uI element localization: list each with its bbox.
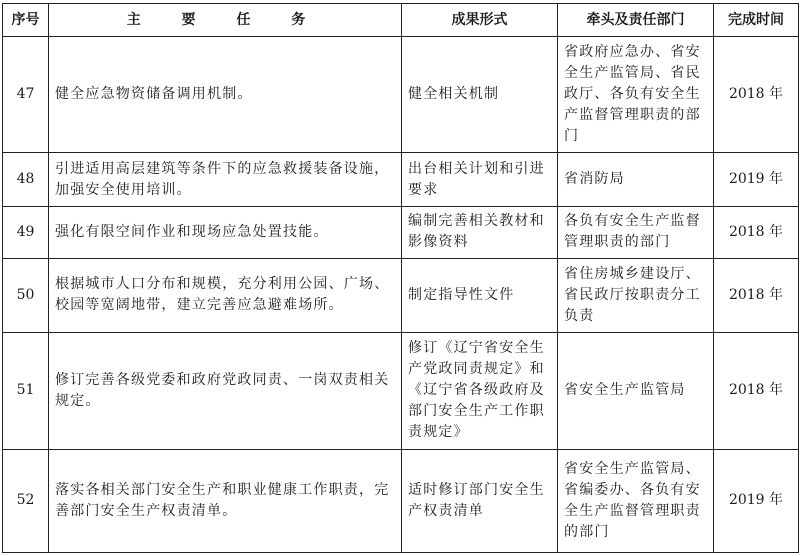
row-dept: 省住房城乡建设厅、省民政厅按职责分工负责 — [558, 258, 714, 332]
row-form: 健全相关机制 — [402, 37, 558, 153]
row-form: 修订《辽宁省安全生产党政同责规定》和《辽宁省各级政府及部门安全生产工作职责规定》 — [402, 333, 558, 449]
row-num: 49 — [3, 206, 49, 258]
row-form: 适时修订部门安全生产权责清单 — [402, 449, 558, 552]
row-num: 51 — [3, 333, 49, 449]
row-dept: 省安全生产监管局、省编委办、各负有安全生产监督管理职责的部门 — [558, 449, 714, 552]
row-dept: 省政府应急办、省安全生产监管局、省民政厅、各负有安全生产监督管理职责的部门 — [558, 37, 714, 153]
row-dept: 省消防局 — [558, 153, 714, 206]
row-time: 2018 年 — [714, 258, 799, 332]
table-row — [3, 258, 799, 332]
header-time: 完成时间 — [714, 4, 799, 37]
row-task: 修订完善各级党委和政府党政同责、一岗双责相关规定。 — [49, 333, 402, 449]
header-dept: 牵头及责任部门 — [558, 4, 714, 37]
row-num: 48 — [3, 153, 49, 206]
table-row — [3, 206, 799, 258]
header-task: 主 要 任 务 — [49, 4, 402, 37]
row-task: 健全应急物资储备调用机制。 — [49, 37, 402, 153]
row-time: 2018 年 — [714, 333, 799, 449]
row-time: 2018 年 — [714, 206, 799, 258]
header-row — [3, 4, 799, 37]
row-num: 52 — [3, 449, 49, 552]
row-form: 编制完善相关教材和影像资料 — [402, 206, 558, 258]
row-form: 制定指导性文件 — [402, 258, 558, 332]
row-dept: 省安全生产监管局 — [558, 333, 714, 449]
header-num: 序号 — [3, 4, 49, 37]
row-time: 2019 年 — [714, 449, 799, 552]
row-num: 50 — [3, 258, 49, 332]
row-form: 出台相关计划和引进要求 — [402, 153, 558, 206]
table-row — [3, 153, 799, 206]
table-row — [3, 449, 799, 552]
table-row — [3, 37, 799, 153]
row-time: 2018 年 — [714, 37, 799, 153]
header-form: 成果形式 — [402, 4, 558, 37]
row-num: 47 — [3, 37, 49, 153]
task-table — [2, 3, 799, 553]
row-task: 引进适用高层建筑等条件下的应急救援装备设施，加强安全使用培训。 — [49, 153, 402, 206]
row-time: 2019 年 — [714, 153, 799, 206]
row-dept: 各负有安全生产监督管理职责的部门 — [558, 206, 714, 258]
row-task: 根据城市人口分布和规模，充分利用公园、广场、校园等宽阔地带，建立完善应急避难场所。 — [49, 258, 402, 332]
row-task: 落实各相关部门安全生产和职业健康工作职责，完善部门安全生产权责清单。 — [49, 449, 402, 552]
row-task: 强化有限空间作业和现场应急处置技能。 — [49, 206, 402, 258]
table-row — [3, 333, 799, 449]
